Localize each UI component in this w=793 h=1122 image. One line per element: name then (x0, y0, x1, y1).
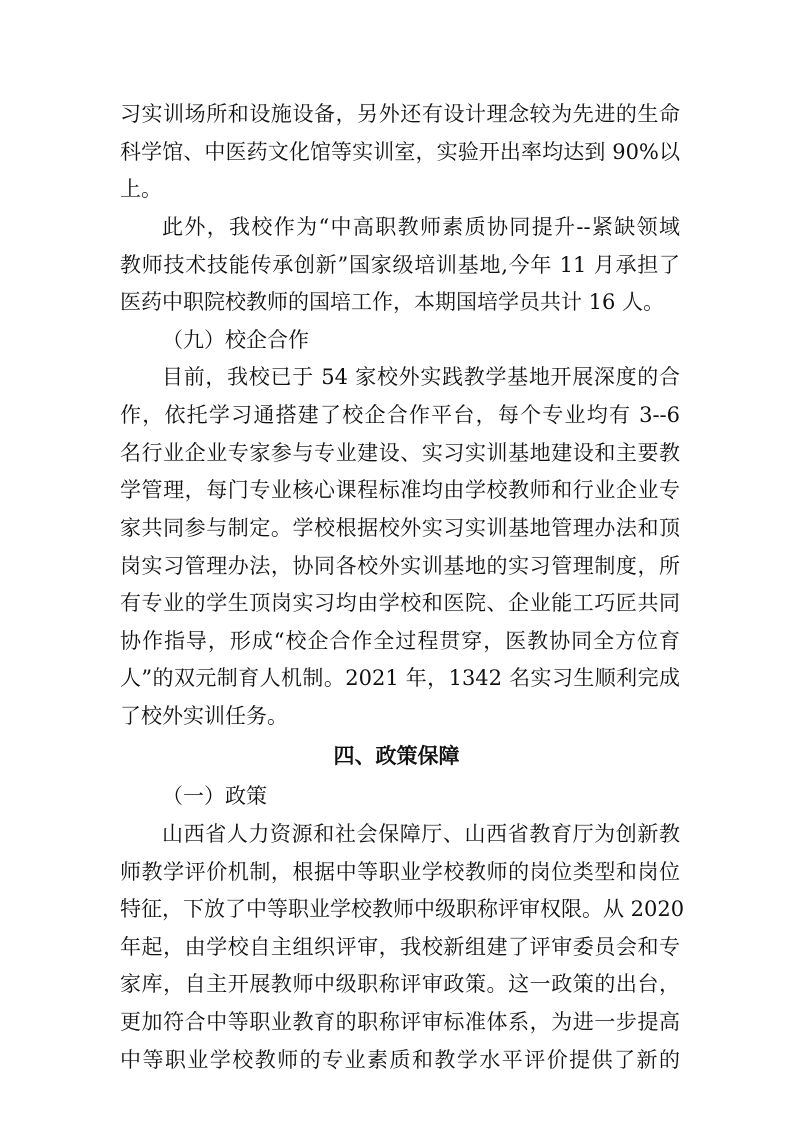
paragraph-line: 名行业企业专家参与专业建设、实习实训基地建设和主要教 (120, 441, 680, 465)
paragraph-line: 家共同参与制定。学校根据校外实习实训基地管理办法和顶 (120, 516, 680, 540)
paragraph-line: 有专业的学生顶岗实习均由学校和医院、企业能工巧匠共同 (120, 591, 680, 615)
paragraph-line: 协作指导，形成“校企合作全过程贯穿，医教协同全方位育 (120, 629, 680, 653)
paragraph-line: 作，依托学习通搭建了校企合作平台，每个专业均有 3--6 (120, 403, 680, 427)
paragraph-line: 人”的双元制育人机制。2021 年，1342 名实习生顺利完成 (120, 666, 680, 690)
section-heading: 四、政策保障 (333, 744, 460, 768)
paragraph-line: 山西省人力资源和社会保障厅、山西省教育厅为创新教 (162, 822, 680, 846)
paragraph-line: 师教学评价机制，根据中等职业学校教师的岗位类型和岗位 (120, 860, 680, 884)
paragraph-line: 岗实习管理办法，协同各校外实训基地的实习管理制度，所 (120, 554, 680, 578)
paragraph-line: 教师技术技能传承创新”国家级培训基地,今年 11 月承担了 (120, 253, 680, 277)
paragraph-line: 科学馆、中医药文化馆等实训室，实验开出率均达到 90%以 (120, 140, 680, 164)
paragraph-line: 此外，我校作为“中高职教师素质协同提升--紧缺领域 (162, 215, 680, 239)
paragraph-line: 上。 (120, 177, 162, 201)
paragraph-line: 年起，由学校自主组织评审，我校新组建了评审委员会和专 (120, 935, 680, 959)
paragraph-line: 目前，我校已于 54 家校外实践教学基地开展深度的合 (162, 365, 680, 389)
subsection-heading: （一）政策 (162, 784, 267, 808)
paragraph-line: 习实训场所和设施设备，另外还有设计理念较为先进的生命 (120, 102, 680, 126)
paragraph-line: 了校外实训任务。 (120, 704, 288, 728)
paragraph-line: 医药中职院校教师的国培工作，本期国培学员共计 16 人。 (120, 290, 665, 314)
paragraph-line: 更加符合中等职业教育的职称评审标准体系，为进一步提高 (120, 1010, 680, 1034)
paragraph-line: 学管理，每门专业核心课程标准均由学校教师和行业企业专 (120, 478, 680, 502)
paragraph-line: 中等职业学校教师的专业素质和教学水平评价提供了新的 (120, 1048, 680, 1072)
paragraph-line: 家库，自主开展教师中级职称评审政策。这一政策的出台， (120, 972, 680, 996)
paragraph-line: 特征，下放了中等职业学校教师中级职称评审权限。从 2020 (120, 897, 685, 921)
subsection-heading: （九）校企合作 (162, 328, 309, 352)
